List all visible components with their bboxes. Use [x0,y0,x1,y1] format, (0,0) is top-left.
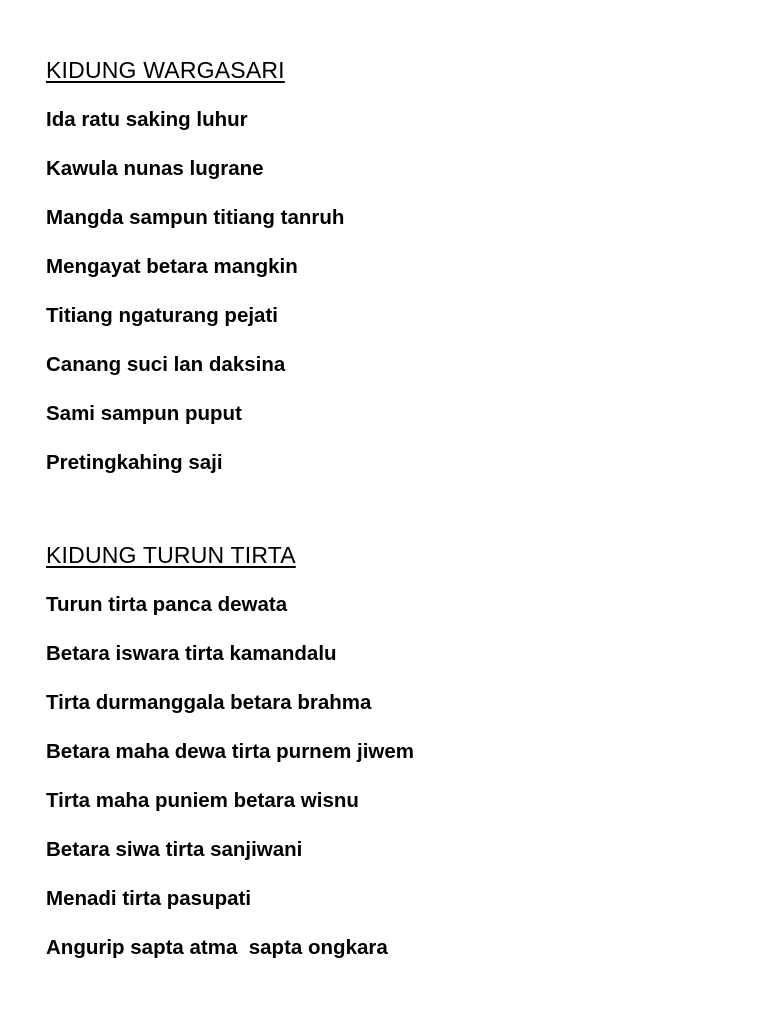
lyric-line: Turun tirta panca dewata [46,593,288,616]
lyric-line: Mengayat betara mangkin [46,255,298,278]
lyric-line: Sami sampun puput [46,402,242,425]
lyric-line: Betara iswara tirta kamandalu [46,642,337,665]
lyric-line: Kawula nunas lugrane [46,157,264,180]
lyric-line: Tirta maha puniem betara wisnu [46,789,359,812]
lyric-line: Betara maha dewa tirta purnem jiwem [46,740,414,763]
lyric-line: Titiang ngaturang pejati [46,304,278,327]
lyric-line: Pretingkahing saji [46,451,223,474]
section-kidung-turun-tirta [46,537,726,972]
section-title: KIDUNG TURUN TIRTA [46,542,296,568]
lyric-line: Angurip sapta atma sapta ongkara [46,936,388,959]
lyric-line: Canang suci lan daksina [46,353,286,376]
lyrics-list [46,95,726,487]
lyric-line: Betara siwa tirta sanjiwani [46,838,303,861]
lyric-line: Menadi tirta pasupati [46,887,252,910]
lyric-line: Tirta durmanggala betara brahma [46,691,372,714]
lyric-line: Ida ratu saking luhur [46,108,248,131]
section-title: KIDUNG WARGASARI [46,57,285,83]
section-kidung-wargasari [46,52,726,487]
lyrics-list [46,580,726,972]
lyric-line: Mangda sampun titiang tanruh [46,206,345,229]
